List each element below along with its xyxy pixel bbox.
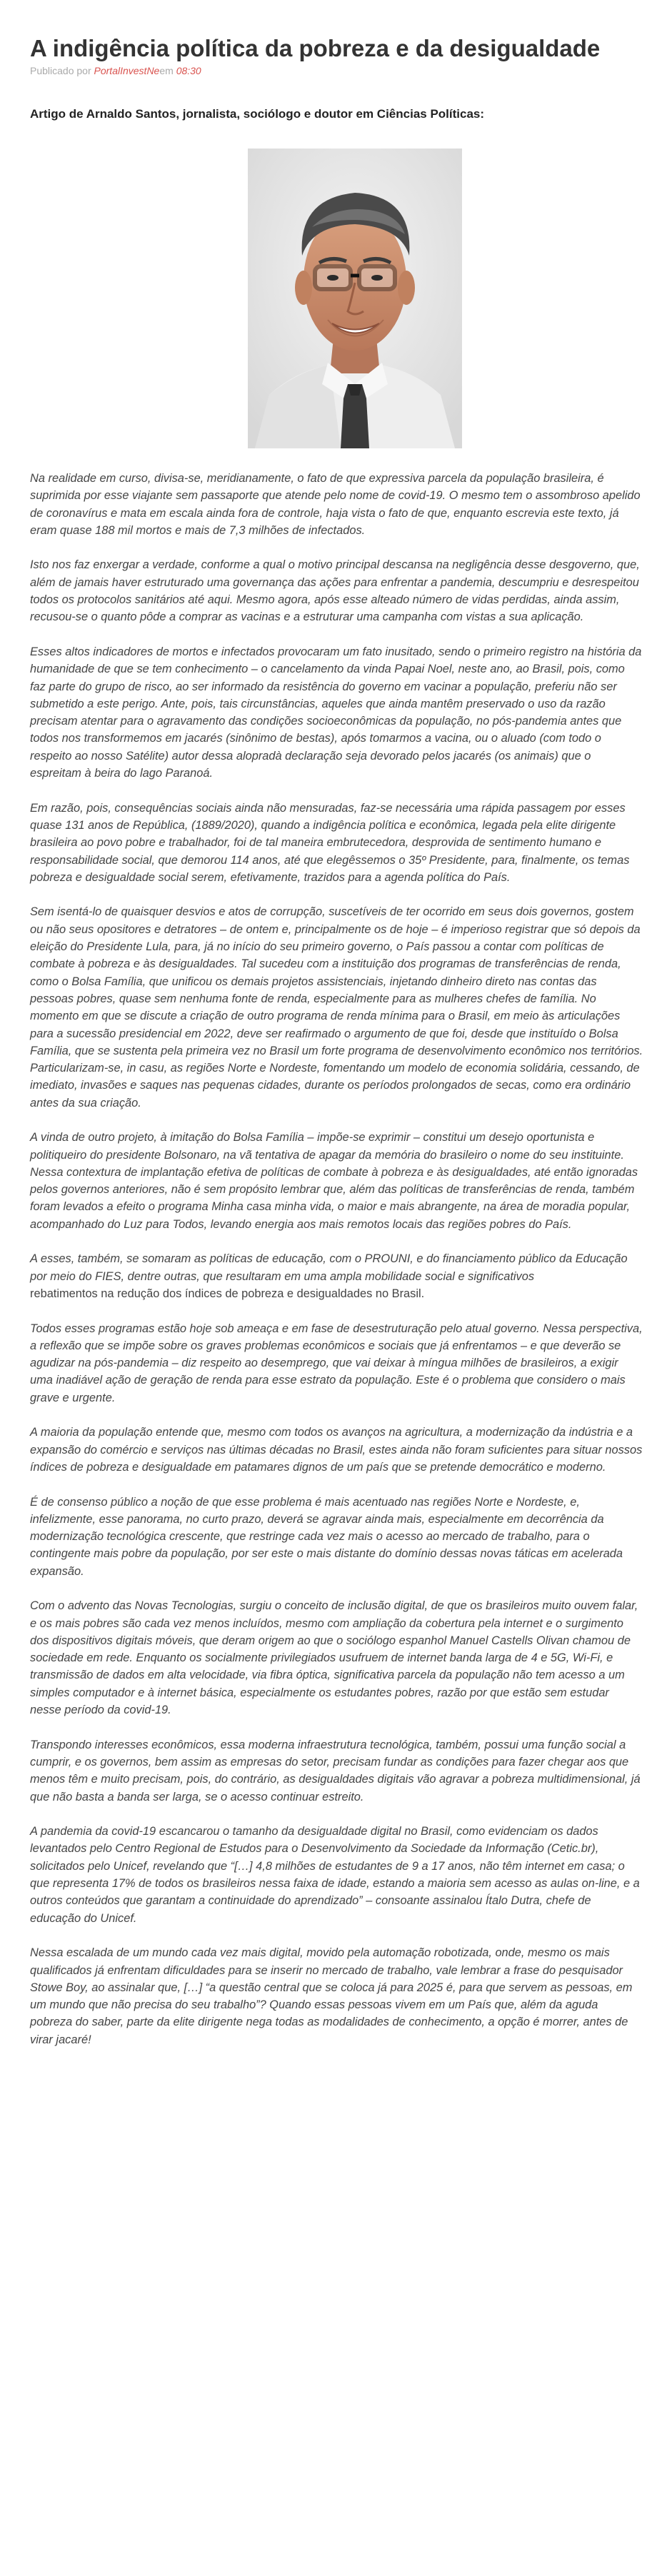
publish-time: 08:30 [176, 65, 201, 76]
article-body [30, 470, 643, 2048]
article-paragraph: Todos esses programas estão hoje sob ameaça e em fase de desestruturação pelo atual governo. Nessa perspectiva, a reflexão que se impõe sobre os graves problemas econômicos e sociais que já enfrentamos – e que deverão se agudizar na pós-pandemia – diz respeito ao desemprego, que vai deixar à míngua milhões de brasileiros, a exigir uma inadiável ação de geração de renda para esse estrato da população. Este é o problema que considero o mais grave e urgente. [30, 1322, 643, 1404]
article-title: A indigência política da pobreza e da desigualdade [30, 35, 601, 61]
at-label: em [159, 65, 174, 76]
published-by-label: Publicado por [30, 65, 91, 76]
article-paragraph: Transpondo interesses econômicos, essa moderna infraestrutura tecnológica, também, possui uma função social a cumprir, e os governos, bem assim as empresas do setor, precisam fundar as condições para fazer chegar aos que menos têm e muito precisam, pois, do contrário, as desigualdades digitais vão agravar a pobreza multidimensional, já que não basta a banda ser larga, se o acesso continuar estreito. [30, 1738, 641, 1803]
article-paragraph-prouni [30, 1250, 643, 1302]
article-paragraph: Esses altos indicadores de mortos e infectados provocaram um fato inusitado, sendo o primeiro registro na história da humanidade de que se tem conhecimento – o cancelamento da vinda Papai Noel, neste ano, ao Brasil, pois, como faz parte do grupo de risco, ao ser informado da resistência do governo em vacinar a população, preferiu não ser submetido a este perigo. Ante, pois, tais circunstâncias, aqueles que ainda mantêm preservado o uso da razão precisam atentar para o agravamento das condições socioeconômicas da população, no pós-pandemia antes que todos nos transformemos em jacarés (sinônimo de bestas), após tomarmos a vacina, ou o aluado (com todo o respeito ao nosso Satélite) autor dessa alopradà declaração seja devorado pelos jacarés (os animais) que o espreitam à beira do lago Paranoá. [30, 645, 642, 780]
article-meta [30, 64, 643, 77]
article-paragraph: Com o advento das Novas Tecnologias, surgiu o conceito de inclusão digital, de que os brasileiros muito ouvem falar, e os mais pobres são cada vez menos incluídos, mesmo com ampliação da cobertura pela internet e o surgimento dos dispositivos digitais móveis, que deram origem ao que o sociólogo espanhol Manuel Castells Olivan chamou de sociedade em rede. Enquanto os socialmente privilegiados usufruem de internet banda larga de 4 e 5G, Wi-Fi, e transmissão de dados em alta velocidade, via fibra óptica, significativa parcela da população não tem acesso a um simples computador e à internet básica, especialmente os estudantes pobres, razão por que estão sem estudar nesse período da covid-19. [30, 1599, 638, 1717]
article-paragraph: A vinda de outro projeto, à imitação do Bolsa Família – impõe-se exprimir – constitui um desejo oportunista e politiqueiro do presidente Bolsonaro, na vã tentativa de apagar da memória do brasileiro o nome do seu instituinte. Nessa contextura de implantação efetiva de políticas de combate à pobreza e às desigualdades, até então ignoradas pelos governos anteriores, não é sem propósito lembrar que, além das políticas de transferências de renda, também foram levados a efeito o programa Minha casa minha vida, o maior e mais abrangente, na área de moradia popular, acompanhado do Luz para Todos, levando energia aos mais remotos locais das regiões pobres do País. [30, 1131, 638, 1231]
prouni-plain-text: rebatimentos na redução dos índices de pobreza e desigualdades no Brasil. [30, 1287, 425, 1300]
article-paragraph: Sem isentá-lo de quaisquer desvios e atos de corrupção, suscetíveis de ter ocorrido em seus dois governos, gostem ou não seus opositores e detratores – de ontem e, principalmente os de hoje – é imperioso registrar que só depois da eleição do Presidente Lula, para, já no início do seu primeiro governo, o País passou a contar com políticas de combate à pobreza e às desigualdades. Tal sucedeu com a instituição dos programas de transferências de renda, como o Bolsa Família, que unificou os demais projetos assistenciais, injetando dinheiro direto nas contas das pessoas pobres, quase sem nenhuma fonte de renda, especialmente para as mulheres chefes de família. No momento em que se discute a criação de outro programa de renda mínima para o Brasil, em meio às articulações para a sucessão presidencial em 2022, deve ser reafirmado o argumento de que foi, desde que instituído o Bolsa Família, que se sustenta pela primeira vez no Brasil um forte programa de desenvolvimento econômico nos territórios. Particularizam-se, in casu, as regiões Norte e Nordeste, fomentando um modelo de economia solidária, cessando, de imediato, invasões e saques nas pequenas cidades, durante os períodos prolongados de secas, como era ordinário antes da sua criação. [30, 905, 643, 1110]
article-paragraph: A pandemia da covid-19 escancarou o tamanho da desigualdade digital no Brasil, como evidenciam os dados levantados pelo Centro Regional de Estudos para o Desenvolvimento da Sociedade da Informação (Cetic.br), solicitados pelo Unicef, revelando que “[…] 4,8 milhões de estudantes de 9 a 17 anos, não têm internet em casa; o que representa 17% de todos os brasileiros nessa faixa de idade, estando a maioria sem acesso as aulas on-line, e a outros conteúdos que garantam a continuidade do aprendizado” – consoante assinalou Ítalo Dutra, chefe de educação do Unicef. [30, 1825, 640, 1925]
article-paragraph: Na realidade em curso, divisa-se, meridianamente, o fato de que expressiva parcela da população brasileira, é suprimida por esse viajante sem passaporte que atende pelo nome de covid-19. O mesmo tem o assombroso apelido de coronavírus e mata em escala ainda fora de controle, haja vista o fato de que, enquanto escrevia este texto, já eram quase 188 mil mortos e mais de 7,3 milhões de infectados. [30, 472, 641, 537]
article-paragraph: Nessa escalada de um mundo cada vez mais digital, movido pela automação robotizada, onde, mesmo os mais qualificados já enfrentam dificuldades para se inserir no mercado de trabalho, vale lembrar a frase do pesquisador Stowe Boy, ao assinalar que, […] “a questão central que se coloca já para 2025 é, para que servem as pessoas, em um mundo que não precisa do seu trabalho”? Quando essas pessoas vivem em um País que, além da aguda pobreza do saber, parte da elite dirigente nega todas as modalidades de conhecimento, a opção é morrer, antes de virar jacaré! [30, 1946, 633, 2046]
article-lead: Artigo de Arnaldo Santos, jornalista, sociólogo e doutor em Ciências Políticas: [30, 107, 485, 121]
author-photo [248, 149, 462, 448]
article-paragraph: Em razão, pois, consequências sociais ainda não mensuradas, faz-se necessária uma rápida passagem por esses quase 131 anos de República, (1889/2020), quando a indigência política e econômica, legada pela elite dirigente brasileira ao povo pobre e trabalhador, foi de tal maneira embrutecedora, desprovida de sentimento humano e responsabilidade social, que demorou 114 anos, até que elegêssemos o 35º Presidente, para, finalmente, os temas pobreza e desigualdade social serem, efetivamente, trazidos para a agenda política do País. [30, 801, 630, 884]
author-link[interactable]: PortalInvestNe [94, 65, 160, 76]
article-paragraph: A maioria da população entende que, mesmo com todos os avanços na agricultura, a modernização da indústria e a expansão do comércio e serviços nas últimas décadas no Brasil, estes ainda não foram suficientes para situar nossos índices de pobreza e desigualdade em patamares dignos de um país que se pretende democrático e moderno. [30, 1426, 643, 1474]
article-paragraph: É de consenso público a noção de que esse problema é mais acentuado nas regiões Norte e Nordeste, e, infelizmente, esse panorama, no curto prazo, deverá se agravar ainda mais, especialmente em decorrência da modernização tecnológica crescente, que restringe cada vez mais o acesso ao mercado de trabalho, para o contingente mais pobre da população, por ser este o mais distante do domínio dessas novas táticas em acelerada expansão. [30, 1495, 623, 1578]
article-paragraph: Isto nos faz enxergar a verdade, conforme a qual o motivo principal descansa na negligência desse desgoverno, que, além de jamais haver estruturado uma governança das ações para enfrentar a pandemia, descumpriu e desrespeitou todos os protocolos sanitários até aqui. Mesmo agora, após esse alteado número de vidas perdidas, ainda assim, recusou-se o quanto pôde a comprar as vacinas e a estruturar uma campanha com vistas a sua aplicação. [30, 558, 640, 624]
author-portrait-image [248, 149, 462, 448]
prouni-italic-text: A esses, também, se somaram as políticas de educação, com o PROUNI, e do financiamento público da Educação por meio do FIES, dentre outras, que resultaram em uma ampla mobilidade social e significativos [30, 1252, 628, 1283]
